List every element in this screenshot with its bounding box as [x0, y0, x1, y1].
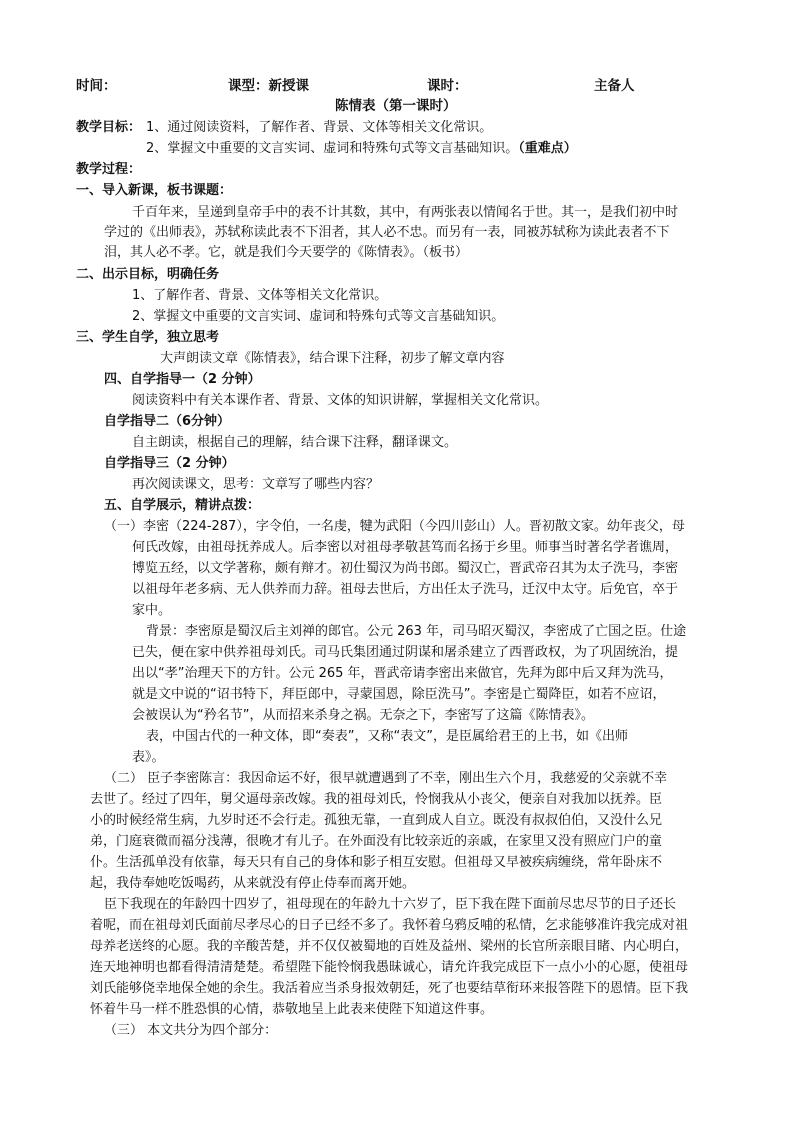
header-lesson-hours: 课时： [427, 78, 468, 94]
genre-line: 表》。 [132, 750, 165, 765]
author-line: 何氏改嫁，由祖母抚养成人。后李密以对祖母孝敬甚笃而名扬于乡里。师事当时著名学者谯周， [132, 540, 679, 555]
background-line: 已失，便在家中供养祖母刘氏。司马氏集团通过阴谋和屠杀建立了西晋政权，为了巩固统治，提 [132, 645, 679, 660]
genre-line: 表，中国古代的一种文体，即“奏表”，又称“表文”，是臣属给君王的上书，如《出师 [146, 729, 628, 744]
goal-1: 1、通过阅读资料，了解作者、背景、文体等相关文化常识。 [146, 120, 493, 135]
goals-label: 教学目标： [76, 120, 142, 135]
section-1-heading: 一、导入新课，板书课题： [76, 183, 233, 198]
author-line: 以祖母年老多病、无人供养而力辞。祖母去世后，方出任太子洗马，迁汉中太守。后免官，卒于 [132, 582, 679, 597]
translation-line: 去世了。经过了四年，舅父逼母亲改嫁。我的祖母刘氏，怜悯我从小丧父，便亲自对我加以抚养。臣 [90, 792, 663, 807]
header-lesson-type: 课型：新授课 [228, 78, 309, 94]
translation-line: 着呢，而在祖母刘氏面前尽孝尽心的日子已经不多了。我怀着乌鸦反哺的私情，乞求能够准许我完成对祖 [90, 918, 689, 933]
author-line: 家中。 [132, 603, 172, 618]
translation-line: 起，我侍奉她吃饭喝药，从来就没有停止侍奉而离开她。 [90, 876, 416, 891]
section-2-heading: 二、出示目标，明确任务 [76, 267, 220, 282]
process-label: 教学过程： [76, 162, 142, 177]
guide-2-text: 自主朗读，根据自己的理解，结合课下注释，翻译课文。 [132, 435, 458, 450]
section-5-heading: 五、自学展示，精讲点拨： [104, 498, 261, 513]
reading-instruction: 大声朗读文章《陈情表》，结合课下注释，初步了解文章内容 [160, 351, 505, 366]
author-line: （一）李密（224-287），字令伯，一名虔，犍为武阳（今四川彭山）人。晋初散文家。幼年丧父，母 [104, 519, 685, 534]
translation-line: （二） 臣子李密陈言：我因命运不好，很早就遭遇到了不幸，刚出生六个月，我慈爱的父亲就不幸 [104, 771, 668, 786]
intro-line: 千百年来，呈递到皇帝手中的表不计其数，其中，有两张表以情闻名于世。其一，是我们初中时 [132, 205, 679, 220]
translation-line: 仆。生活孤单没有依靠，每天只有自己的身体和影子相互安慰。但祖母又早被疾病缠绕，常年卧床不 [90, 855, 663, 870]
intro-line: 学过的《出师表》，苏轼称读此表不下泪者，其人必不忠。而另有一表，同被苏轼称为读此表者不下 [104, 225, 670, 240]
header-time: 时间： [76, 78, 117, 94]
translation-line: 弟，门庭衰微而福分浅薄，很晚才有儿子。在外面没有比较亲近的亲戚，在家里又没有照应门户的童 [90, 834, 663, 849]
background-line: 就是文中说的“诏书特下，拜臣郎中，寻蒙国恩，除臣洗马”。李密是亡蜀降臣，如若不应诏， [132, 687, 666, 702]
translation-line: 小的时候经常生病，九岁时还不会行走。孤独无靠，一直到成人自立。既没有叔叔伯伯，又没什么兄 [90, 813, 663, 828]
section-3-heading: 三、学生自学，独立思考 [76, 330, 220, 345]
task-1: 1、了解作者、背景、文体等相关文化常识。 [132, 288, 388, 303]
guide-1-heading: 四、自学指导一（2 分钟） [104, 372, 261, 387]
page-title: 陈情表（第一课时） [335, 98, 457, 114]
background-line: 背景：李密原是蜀汉后主刘禅的郎官。公元 263 年，司马昭灭蜀汉，李密成了亡国之臣。仕途 [146, 624, 687, 639]
translation-line: 母养老送终的心愿。我的辛酸苦楚，并不仅仅被蜀地的百姓及益州、梁州的长官所亲眼目睹、内心明白， [90, 939, 689, 954]
goal-2-key-mark: （重难点） [518, 141, 577, 156]
translation-line: 怀着牛马一样不胜恐惧的心情，恭敬地呈上此表来使陛下知道这件事。 [90, 1002, 494, 1017]
guide-3-text: 再次阅读课文，思考：文章写了哪些内容？ [132, 477, 380, 492]
goal-2 [146, 139, 577, 159]
background-line: 出以“孝”治理天下的方针。公元 265 年，晋武帝请李密出来做官，先拜为郎中后又拜为洗马， [132, 666, 673, 681]
intro-line: 泪，其人必不孝。它，就是我们今天要学的《陈情表》。（板书） [104, 245, 469, 260]
translation-line: 刘氏能够侥幸地保全她的余生。我活着应当杀身报效朝廷，死了也要结草衔环来报答陛下的恩情。臣下我 [90, 981, 689, 996]
guide-1-text: 阅读资料中有关本课作者、背景、文体的知识讲解，掌握相关文化常识。 [132, 393, 549, 408]
header-preparer: 主备人 [594, 78, 635, 94]
background-line: 会被误认为“矜名节”，从而招来杀身之祸。无奈之下，李密写了这篇《陈情表》。 [132, 708, 594, 723]
guide-3-heading: 自学指导三（2 分钟） [104, 456, 235, 471]
translation-line: 连天地神明也都看得清清楚楚。希望陛下能怜悯我愚昧诚心，请允许我完成臣下一点小小的心愿，使祖母 [90, 960, 689, 975]
goal-2-text: 2、掌握文中重要的文言实词、虚词和特殊句式等文言基础知识。 [146, 141, 519, 156]
translation-line: 臣下我现在的年龄四十四岁了，祖母现在的年龄九十六岁了，臣下我在陛下面前尽忠尽节的日子还长 [104, 897, 677, 912]
author-line: 博览五经，以文学著称，颇有辩才。初仕蜀汉为尚书郎。蜀汉亡，晋武帝召其为太子洗马，李密 [132, 561, 679, 576]
task-2: 2、掌握文中重要的文言实词、虚词和特殊句式等文言基础知识。 [132, 309, 505, 324]
structure-intro: （三） 本文共分为四个部分： [104, 1023, 278, 1038]
guide-2-heading: 自学指导二（6分钟） [104, 414, 231, 429]
